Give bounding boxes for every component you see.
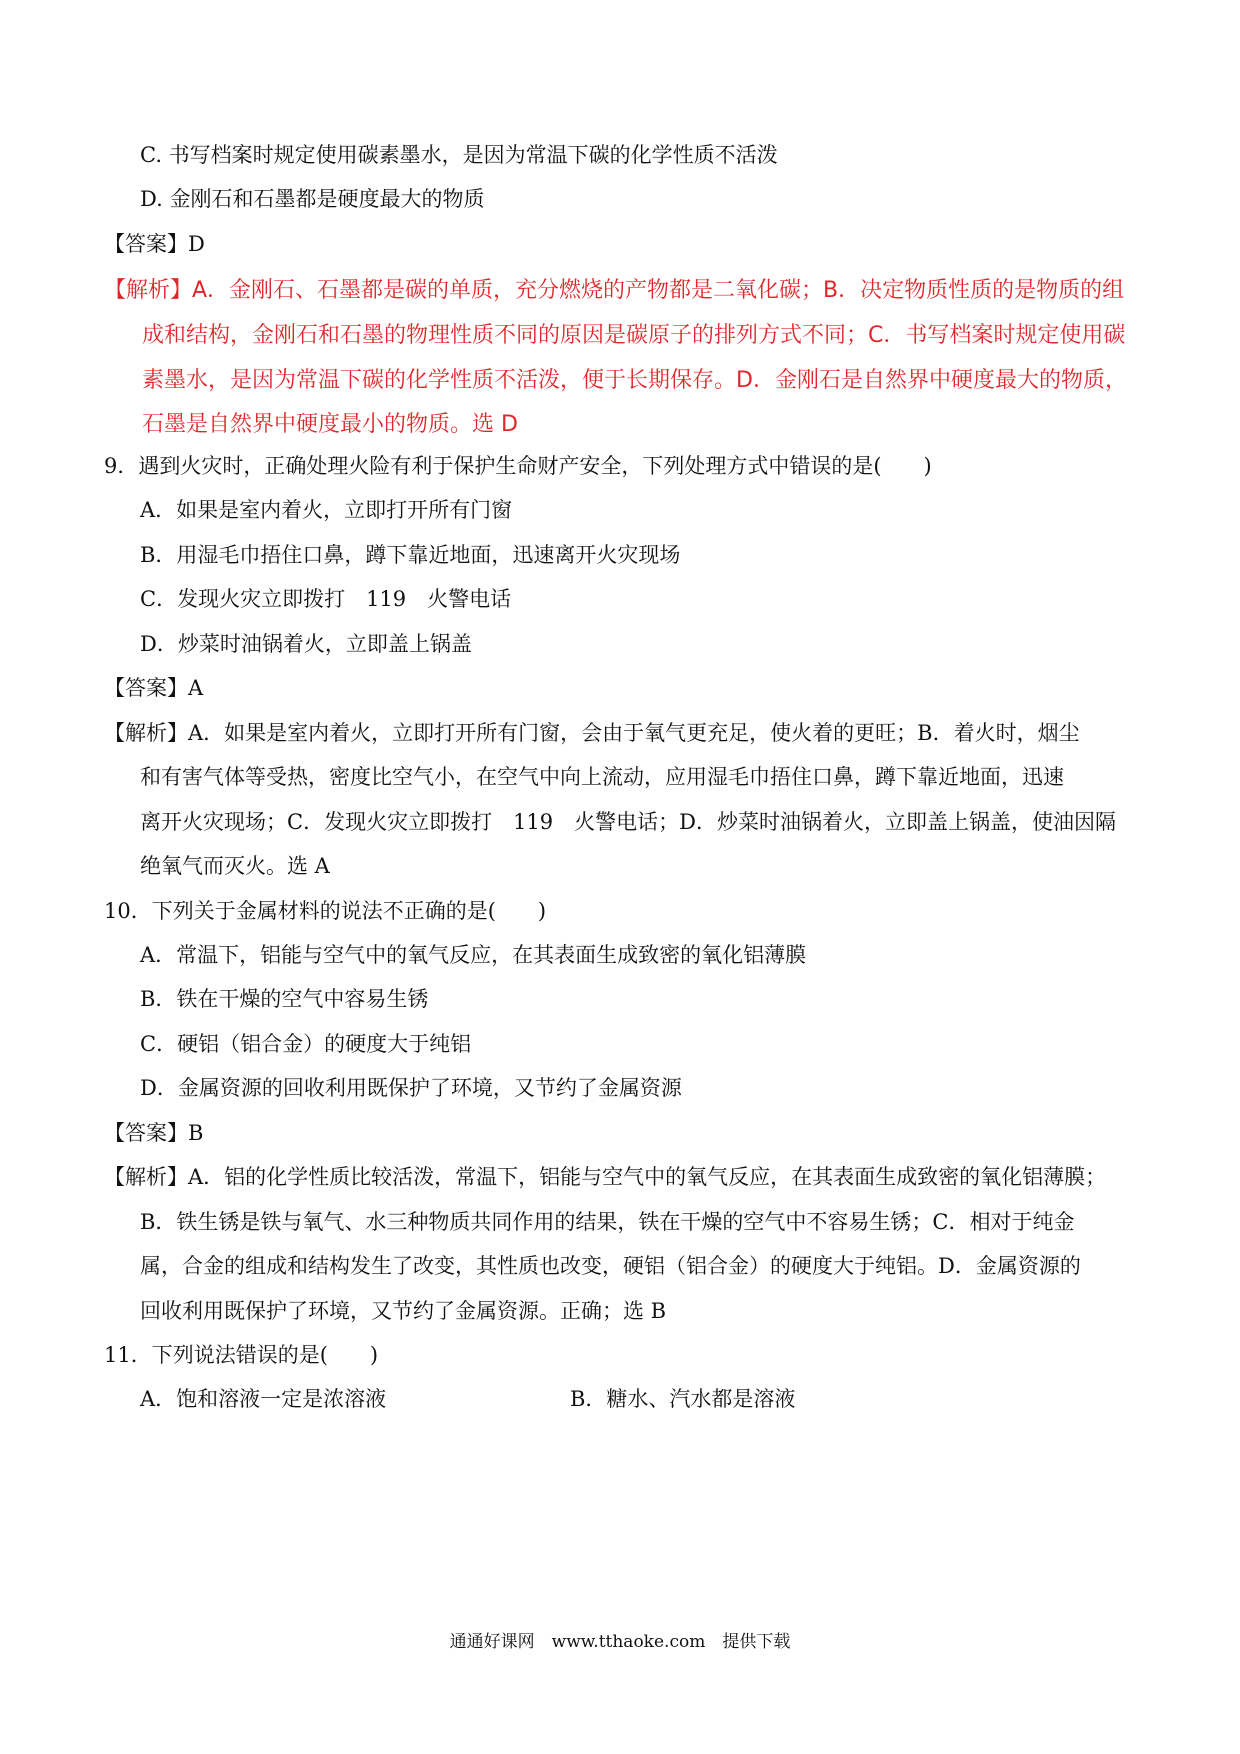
q11-option-a: A．饱和溶液一定是浓溶液 [140,1387,387,1411]
q10-stem: 10．下列关于金属材料的说法不正确的是( ) [104,899,547,923]
q10-option-c: C．硬铝（铝合金）的硬度大于纯铝 [140,1032,472,1056]
q10-option-b: B．铁在干燥的空气中容易生锈 [140,987,429,1011]
prev-option-d: D. 金刚石和石墨都是硬度最大的物质 [140,187,485,211]
q10-analysis-line-1: 【解析】A．铝的化学性质比较活泼，常温下，铝能与空气中的氧气反应，在其表面生成致密的氧化铝薄膜； [104,1165,1107,1189]
prev-analysis-line-4: 石墨是自然界中硬度最小的物质。选 D [142,412,518,437]
q9-stem: 9．遇到火灾时，正确处理火险有利于保护生命财产安全，下列处理方式中错误的是( ) [104,454,932,478]
q9-analysis-line-2: 和有害气体等受热，密度比空气小，在空气中向上流动，应用湿毛巾捂住口鼻，蹲下靠近地面，迅速 [140,765,1064,789]
q9-analysis-line-1: 【解析】A．如果是室内着火，立即打开所有门窗，会由于氧气更充足，使火着的更旺；B．着火时，烟尘 [104,721,1080,745]
q10-option-d: D．金属资源的回收利用既保护了环境，又节约了金属资源 [140,1076,682,1100]
q9-option-a: A．如果是室内着火，立即打开所有门窗 [140,498,513,522]
q10-option-a: A．常温下，铝能与空气中的氧气反应，在其表面生成致密的氧化铝薄膜 [140,943,807,967]
prev-answer: 【答案】D [104,232,205,256]
q11-option-b: B．糖水、汽水都是溶液 [570,1387,796,1411]
prev-analysis-line-2: 成和结构，金刚石和石墨的物理性质不同的原因是碳原子的排列方式不同；C．书写档案时规定使用碳 [142,323,1126,348]
q9-analysis-line-4: 绝氧气而灭火。选 A [140,854,330,878]
q10-analysis-line-3: 属，合金的组成和结构发生了改变，其性质也改变，硬铝（铝合金）的硬度大于纯铝。D．金属资源的 [140,1254,1081,1278]
q9-option-b: B．用湿毛巾捂住口鼻，蹲下靠近地面，迅速离开火灾现场 [140,543,681,567]
q9-option-d: D．炒菜时油锅着火，立即盖上锅盖 [140,632,472,656]
prev-analysis-line-1: 【解析】A．金刚石、石墨都是碳的单质，充分燃烧的产物都是二氧化碳；B．决定物质性质的是物质的组 [104,278,1125,303]
prev-analysis-line-3: 素墨水，是因为常温下碳的化学性质不活泼，便于长期保存。D．金刚石是自然界中硬度最大的物质， [142,368,1127,393]
q9-option-c: C．发现火灾立即拨打 119 火警电话 [140,587,512,611]
q10-analysis-line-4: 回收利用既保护了环境，又节约了金属资源。正确；选 B [140,1299,667,1323]
prev-option-c: C. 书写档案时规定使用碳素墨水，是因为常温下碳的化学性质不活泼 [140,143,778,167]
page-footer: 通通好课网 www.tthaoke.com 提供下载 [449,1632,791,1652]
q9-analysis-line-3: 离开火灾现场；C．发现火灾立即拨打 119 火警电话；D．炒菜时油锅着火，立即盖上锅盖，使油因隔 [140,810,1116,834]
q11-stem: 11．下列说法错误的是( ) [104,1343,379,1367]
q9-answer: 【答案】A [104,676,204,700]
q10-answer: 【答案】B [104,1121,204,1145]
q10-analysis-line-2: B．铁生锈是铁与氧气、水三种物质共同作用的结果，铁在干燥的空气中不容易生锈；C．相对于纯金 [140,1210,1075,1234]
